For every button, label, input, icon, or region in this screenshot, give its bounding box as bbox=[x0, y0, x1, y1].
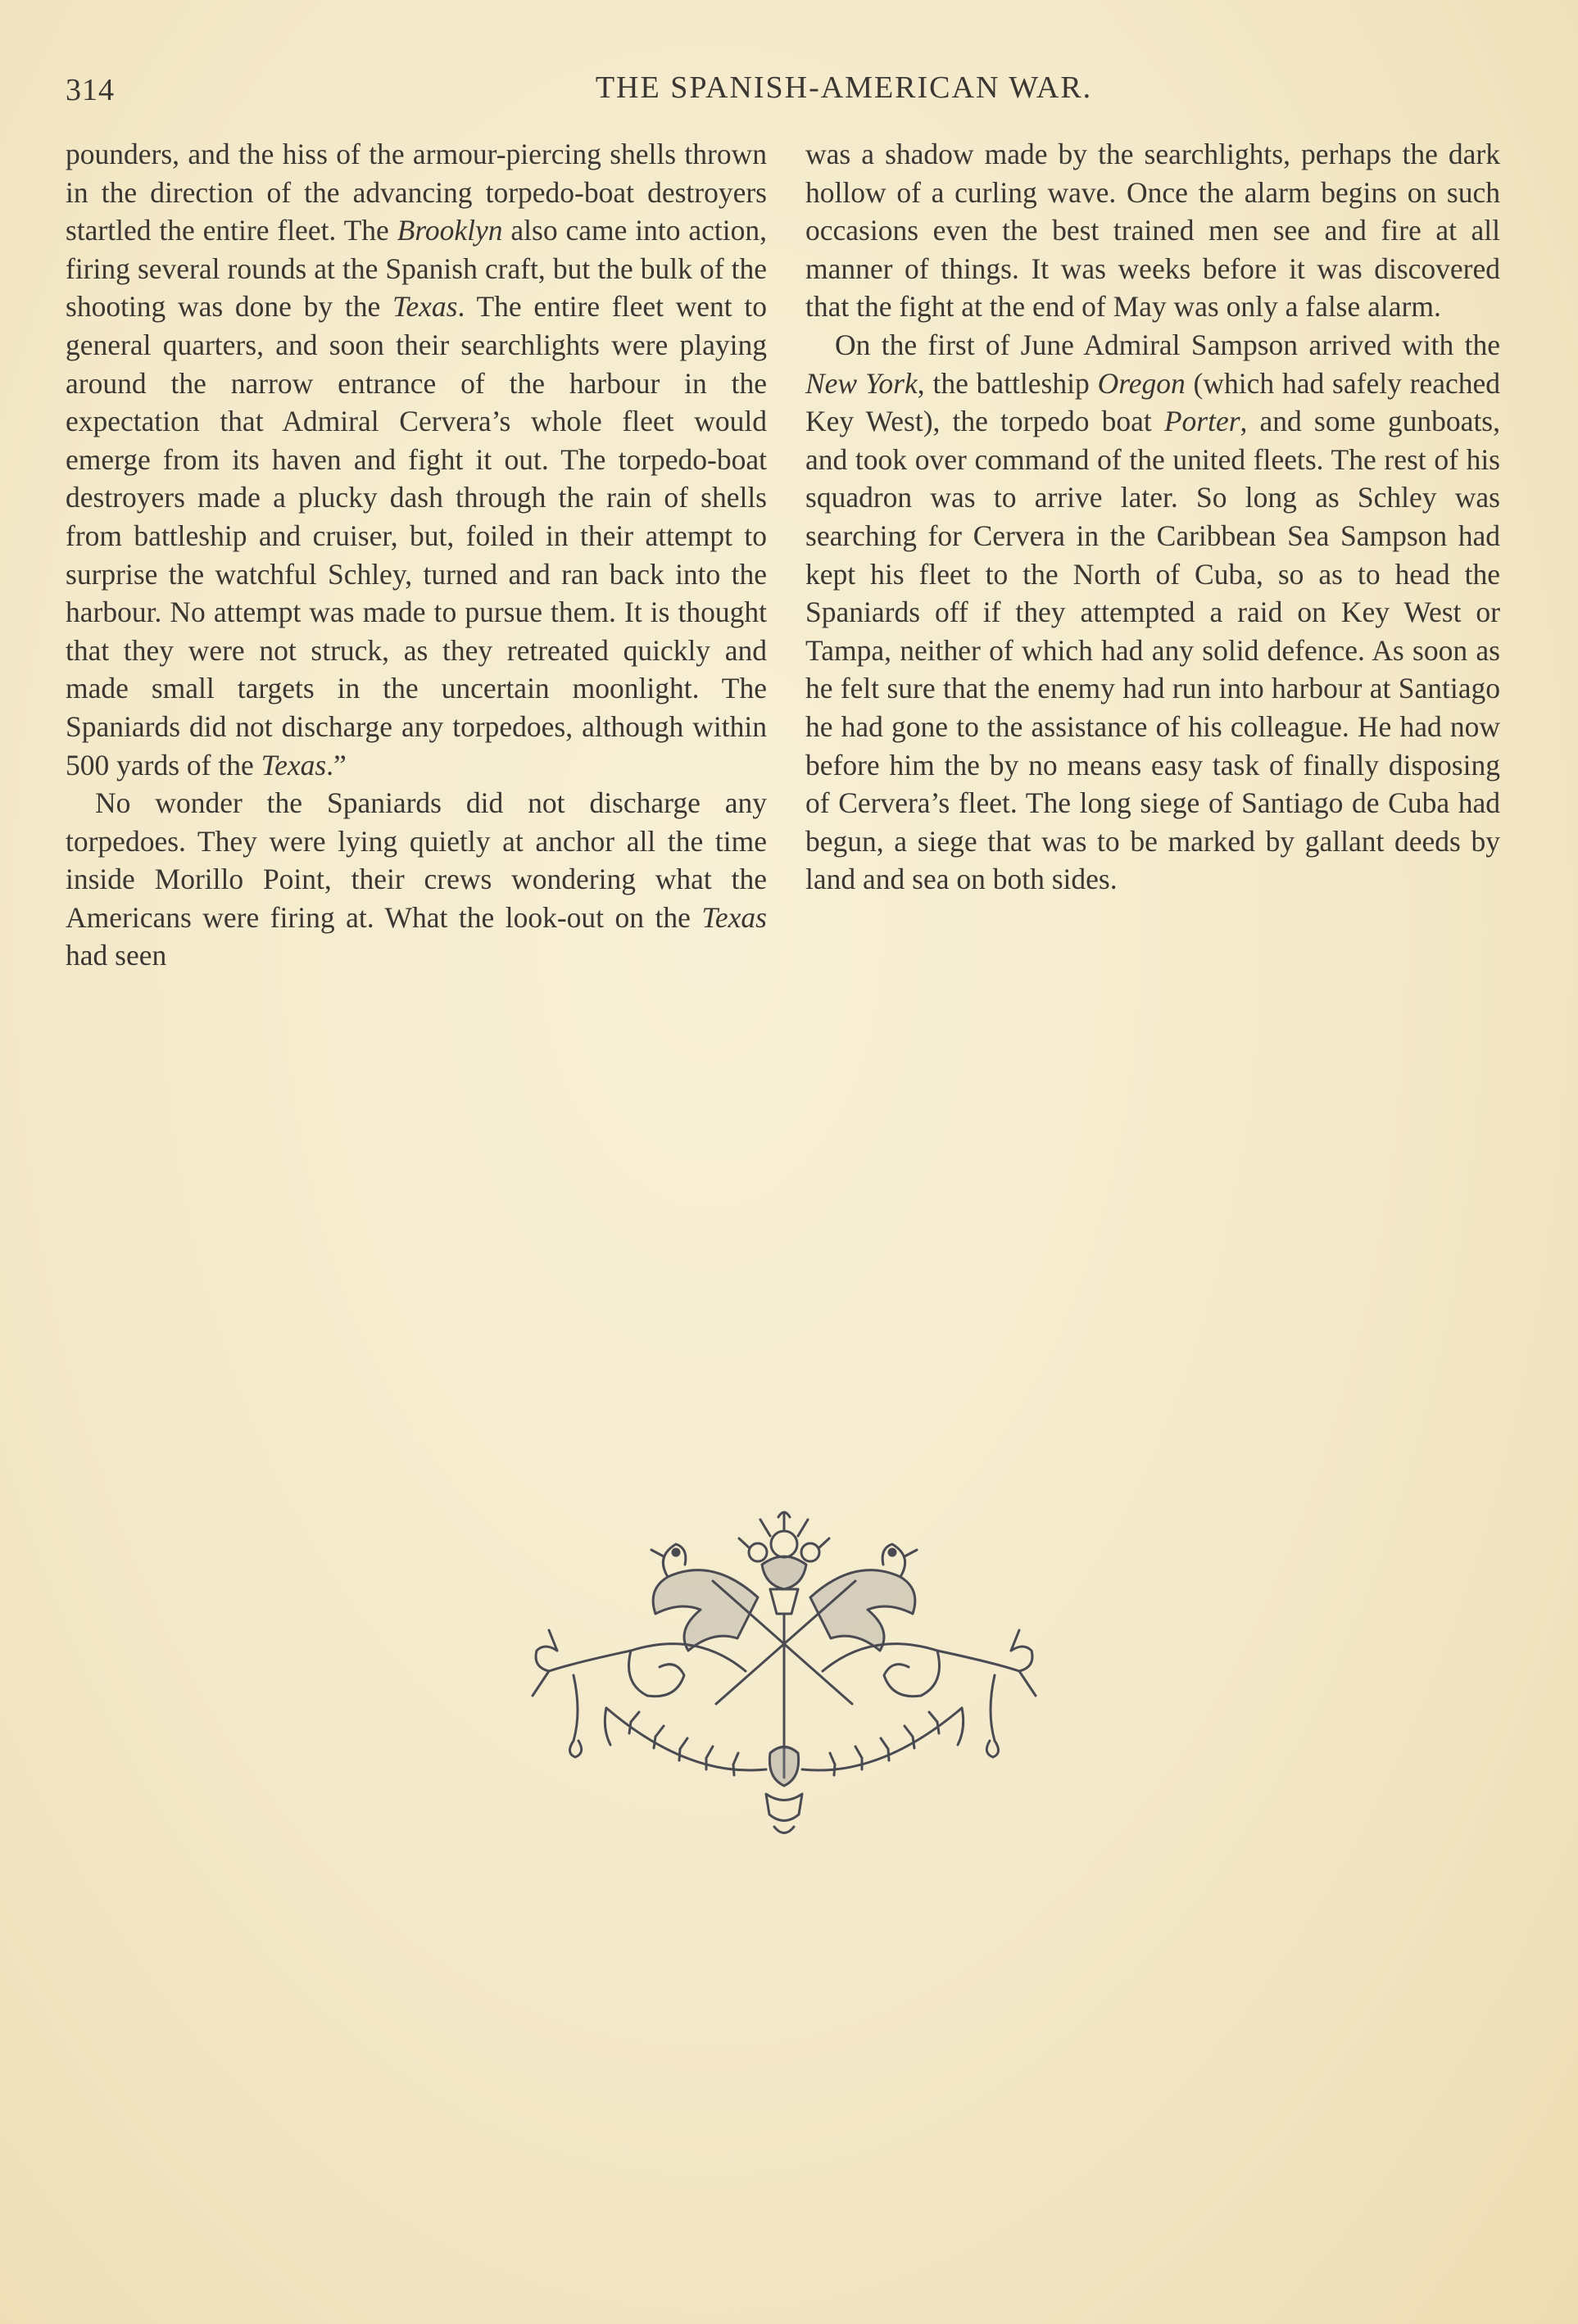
right-column bbox=[805, 135, 1500, 899]
ship-name: Porter bbox=[1163, 405, 1240, 438]
ship-name: New York bbox=[805, 366, 918, 400]
right-paragraph-2: On the first of June Admiral Sampson arrived with the New York, the battleship Oregon (which had safely reached Key West), the torpedo boat Porter, and some gunboats, and took over command of the united fleets. The rest of his squadron was to arrive later. So long as Schley was searching for Cervera in the Caribbean Sea Sampson had kept his fleet to the North of Cuba, so as to head the Spaniards off if they attempted a raid on Key West or Tampa, neither of which had any solid defence. As soon as he felt sure that the enemy had run into harbour at Santiago he had gone to the assistance of his colleague. He had now before him the by no means easy task of finally disposing of Cervera’s fleet. The long siege of Santiago de Cuba had begun, a siege that was to be marked by gallant deeds by land and sea on both sides. bbox=[805, 328, 1501, 896]
right-paragraph-1: was a shadow made by the searchlights, perhaps the dark hollow of a curling wave. Once the alarm begins on such occasions even the best trained men see and fire at all manner of things. It was weeks before it was discovered that the fight at the end of May was only a false alarm. bbox=[805, 138, 1500, 324]
left-column bbox=[66, 135, 767, 975]
eagle-urn-vignette-icon bbox=[524, 1507, 1044, 1847]
page-number: 314 bbox=[66, 73, 115, 107]
left-paragraph-2: No wonder the Spaniards did not discharge any torpedoes. They were lying quietly at anchor all the time inside Morillo Point, their crews wondering what the Americans were firing at. What the look-out on the Texas had seen bbox=[66, 786, 767, 972]
ship-name: Texas bbox=[261, 748, 327, 781]
ship-name: Oregon bbox=[1097, 366, 1186, 400]
ship-name: Texas bbox=[392, 290, 458, 324]
ship-name: Texas bbox=[701, 900, 767, 934]
ship-name: Brooklyn bbox=[397, 214, 503, 247]
running-head: THE SPANISH-AMERICAN WAR. bbox=[595, 70, 1093, 105]
left-paragraph-1: pounders, and the hiss of the armour-piercing shells thrown in the direction of the advancing torpedo-boat destroyers startled the entire fleet. The Brooklyn also came into action, firing several rounds at the Spanish craft, but the bulk of the shooting was done by the Texas. The entire fleet went to general quarters, and soon their searchlights were playing around the narrow entrance of the harbour in the expectation that Admiral Cervera’s whole fleet would emerge from its haven and fight it out. The torpedo-boat destroyers made a plucky dash through the rain of shells from battleship and cruiser, but, foiled in their attempt to surprise the watchful Schley, turned and ran back into the harbour. No attempt was made to pursue them. It is thought that they were not struck, as they retreated quickly and made small targets in the uncertain moonlight. The Spaniards did not discharge any torpedoes, although within 500 yards of the Texas.” bbox=[66, 138, 767, 781]
